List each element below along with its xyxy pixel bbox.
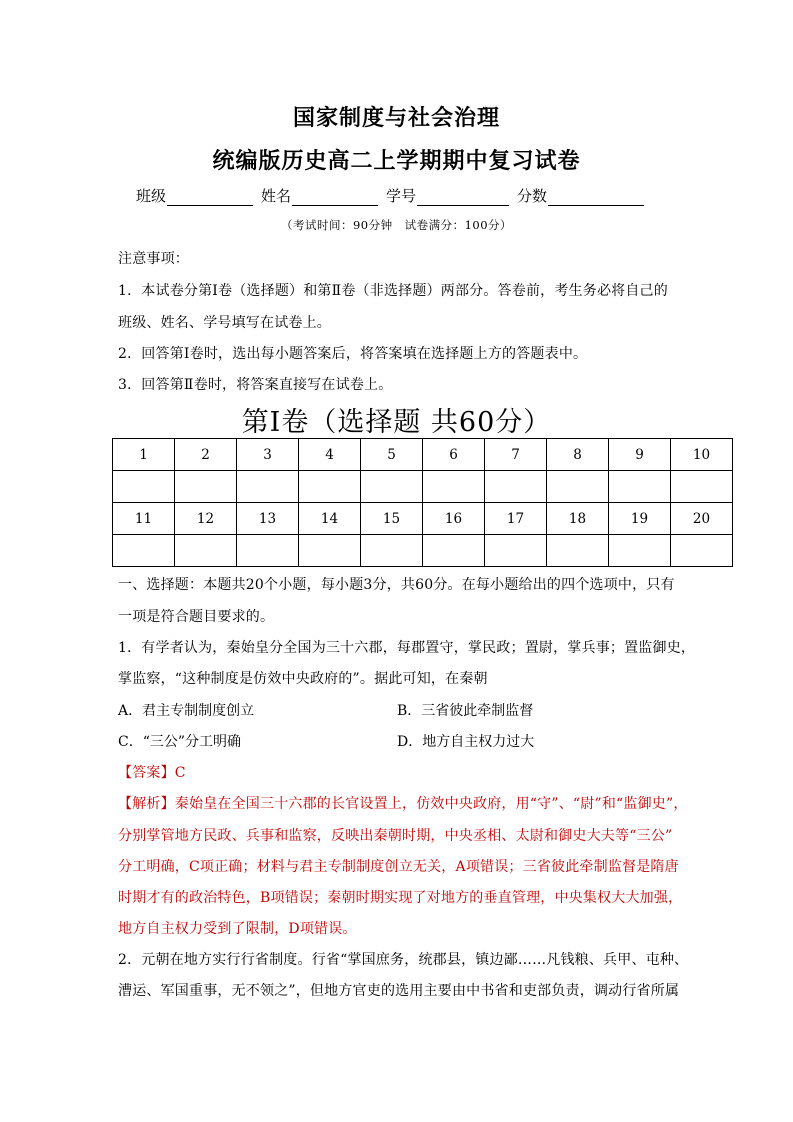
question-number-cell: 14 xyxy=(299,503,361,535)
score-label: 分数 xyxy=(517,187,548,205)
answer-cell[interactable] xyxy=(299,535,361,567)
question-number-cell: 9 xyxy=(609,439,671,471)
notice-heading: 注意事项： xyxy=(118,251,189,267)
notice-item-3: 3．回答第Ⅱ卷时，将答案直接写在试卷上。 xyxy=(118,377,393,393)
id-blank[interactable] xyxy=(417,189,509,206)
question-number-cell: 8 xyxy=(547,439,609,471)
q1-analysis-line-5: 地方自主权力受到了限制，D项错误。 xyxy=(118,921,357,937)
notice-item-1-line-1: 1．本试卷分第Ⅰ卷（选择题）和第Ⅱ卷（非选择题）两部分。答卷前，考生务必将自己的 xyxy=(118,283,668,299)
q1-analysis-line-2: 分别掌管地方民政、兵事和监察，反映出秦朝时期，中央丞相、太尉和御史大夫等“三公” xyxy=(118,828,673,844)
answer-cell[interactable] xyxy=(423,471,485,503)
answer-table xyxy=(112,438,733,567)
question-number-cell: 1 xyxy=(113,439,175,471)
q2-stem-line-1: 2．元朝在地方实行行省制度。行省“掌国庶务，统郡县，镇边鄙……凡钱粮、兵甲、屯种、 xyxy=(118,952,689,968)
q1-analysis-line-4: 时期才有的政治特色，B项错误；秦朝时期实现了对地方的垂直管理，中央集权大大加强， xyxy=(118,890,683,906)
question-number-cell: 6 xyxy=(423,439,485,471)
section-1-title: 第Ⅰ卷（选择题 共60分） xyxy=(241,407,552,438)
q1-answer: 【答案】C xyxy=(118,765,186,781)
score-blank[interactable] xyxy=(548,189,644,206)
q1-analysis-line-3: 分工明确，C项正确；材料与君主专制制度创立无关，A项错误；三省彼此牵制监督是隋唐 xyxy=(118,859,679,875)
question-number-cell: 10 xyxy=(671,439,733,471)
answer-table-number-row-1 xyxy=(113,439,733,471)
class-label: 班级 xyxy=(136,187,167,205)
answer-cell[interactable] xyxy=(237,535,299,567)
class-blank[interactable] xyxy=(167,189,253,206)
question-number-cell: 12 xyxy=(175,503,237,535)
name-blank[interactable] xyxy=(292,189,378,206)
question-number-cell: 11 xyxy=(113,503,175,535)
question-number-cell: 3 xyxy=(237,439,299,471)
q2-stem-line-2: 漕运、军国重事，无不领之”，但地方官吏的选用主要由中书省和吏部负责，调动行省所属 xyxy=(118,983,680,999)
student-info-row xyxy=(136,185,666,206)
exam-time-note: （考试时间：90分钟 试卷满分：100分） xyxy=(280,218,513,232)
answer-cell[interactable] xyxy=(671,471,733,503)
answer-cell[interactable] xyxy=(485,535,547,567)
answer-cell[interactable] xyxy=(175,471,237,503)
score-field xyxy=(517,185,644,206)
q1-option-a[interactable]: A．君主专制制度创立 xyxy=(118,703,255,719)
id-field xyxy=(386,185,509,206)
question-number-cell: 4 xyxy=(299,439,361,471)
answer-cell[interactable] xyxy=(423,535,485,567)
question-number-cell: 20 xyxy=(671,503,733,535)
answer-cell[interactable] xyxy=(113,535,175,567)
part-1-intro-line-1: 一、选择题：本题共20个小题，每小题3分，共60分。在每小题给出的四个选项中，只有 xyxy=(118,577,675,593)
q1-stem-line-2: 掌监察，“这种制度是仿效中央政府的”。据此可知，在秦朝 xyxy=(118,671,488,687)
answer-cell[interactable] xyxy=(485,471,547,503)
answer-table-number-row-2 xyxy=(113,503,733,535)
answer-cell[interactable] xyxy=(113,471,175,503)
answer-cell[interactable] xyxy=(609,535,671,567)
answer-cell[interactable] xyxy=(299,471,361,503)
q1-option-b[interactable]: B．三省彼此牵制监督 xyxy=(397,703,534,719)
question-number-cell: 2 xyxy=(175,439,237,471)
answer-cell[interactable] xyxy=(671,535,733,567)
answer-cell[interactable] xyxy=(175,535,237,567)
question-number-cell: 18 xyxy=(547,503,609,535)
answer-cell[interactable] xyxy=(237,471,299,503)
question-number-cell: 16 xyxy=(423,503,485,535)
exam-subtitle: 国家制度与社会治理 xyxy=(292,105,500,131)
answer-cell[interactable] xyxy=(609,471,671,503)
answer-cell[interactable] xyxy=(361,535,423,567)
question-number-cell: 17 xyxy=(485,503,547,535)
question-number-cell: 7 xyxy=(485,439,547,471)
q1-stem-line-1: 1．有学者认为，秦始皇分全国为三十六郡，每郡置守，掌民政；置尉，掌兵事；置监御史， xyxy=(118,640,696,656)
notice-item-1-line-2: 班级、姓名、学号填写在试卷上。 xyxy=(118,315,331,331)
answer-cell[interactable] xyxy=(361,471,423,503)
notice-item-2: 2．回答第Ⅰ卷时，选出每小题答案后，将答案填在选择题上方的答题表中。 xyxy=(118,346,588,362)
part-1-intro-line-2: 一项是符合题目要求的。 xyxy=(118,609,275,625)
question-number-cell: 19 xyxy=(609,503,671,535)
id-label: 学号 xyxy=(386,187,417,205)
class-field xyxy=(136,185,253,206)
question-number-cell: 15 xyxy=(361,503,423,535)
q1-option-c[interactable]: C．“三公”分工明确 xyxy=(118,734,242,750)
q1-option-d[interactable]: D．地方自主权力过大 xyxy=(397,734,535,750)
answer-table-answer-row-2 xyxy=(113,535,733,567)
name-field xyxy=(261,185,378,206)
answer-table-answer-row-1 xyxy=(113,471,733,503)
question-number-cell: 13 xyxy=(237,503,299,535)
question-number-cell: 5 xyxy=(361,439,423,471)
exam-title: 统编版历史高二上学期期中复习试卷 xyxy=(212,148,581,174)
name-label: 姓名 xyxy=(261,187,292,205)
answer-cell[interactable] xyxy=(547,535,609,567)
answer-cell[interactable] xyxy=(547,471,609,503)
q1-analysis-line-1: 【解析】秦始皇在全国三十六郡的长官设置上，仿效中央政府，用“守”、“尉”和“监御史”， xyxy=(118,796,688,812)
